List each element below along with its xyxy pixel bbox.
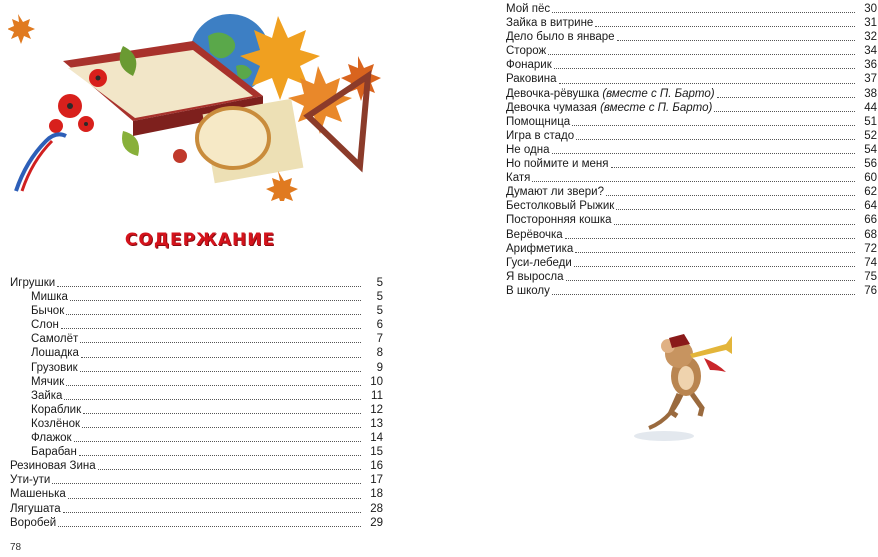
toc-entry-page: 29 [370, 516, 383, 529]
toc-dot-leader [616, 209, 855, 210]
toc-entry [506, 16, 877, 30]
toc-dot-leader [552, 153, 856, 154]
toc-dot-leader [74, 441, 361, 442]
toc-entry-page: 14 [370, 432, 383, 445]
toc-entry-page: 10 [370, 375, 383, 388]
toc-entry-title: Машенька [10, 488, 66, 501]
toc-dot-leader [614, 224, 855, 225]
toc-entry-page: 31 [864, 17, 877, 30]
toc-entry-title: Думают ли звери? [506, 186, 604, 199]
toc-entry-page: 30 [864, 3, 877, 15]
toc-entry-page: 68 [864, 228, 877, 241]
toc-dot-leader [532, 181, 855, 182]
toc-entry [506, 72, 877, 86]
toc-entry-title: Лошадка [31, 347, 79, 360]
toc-dot-leader [552, 12, 855, 13]
toc-entry [10, 318, 383, 332]
toc-dot-leader [576, 139, 855, 140]
toc-entry [506, 115, 877, 129]
autumn-school-illustration [8, 6, 408, 201]
toc-entry [506, 213, 877, 227]
toc-entry [10, 361, 383, 375]
toc-dot-leader [554, 68, 855, 69]
toc-entry-page: 13 [370, 417, 383, 430]
toc-entry-page: 66 [864, 214, 877, 227]
toc-dot-leader [82, 427, 361, 428]
toc-dot-leader [58, 526, 361, 527]
toc-entry [10, 276, 383, 290]
toc-entry-page: 5 [376, 277, 383, 289]
toc-dot-leader [714, 111, 855, 112]
toc-entry [10, 304, 383, 318]
toc-entry-title: Арифметика [506, 242, 574, 255]
toc-entry-page: 28 [370, 502, 383, 515]
toc-dot-leader [565, 238, 855, 239]
toc-entry [506, 2, 877, 16]
toc-entry-page: 34 [864, 45, 877, 58]
toc-entry-page: 36 [864, 59, 877, 72]
toc-dot-leader [606, 195, 855, 196]
toc-dot-leader [83, 413, 361, 414]
toc-entry-title: Верёвочка [506, 228, 563, 241]
toc-entry [10, 417, 383, 431]
toc-dot-leader [52, 483, 361, 484]
toc-entry-page: 74 [864, 256, 877, 269]
toc-dot-leader [595, 26, 855, 27]
toc-dot-leader [559, 83, 855, 84]
toc-entry-title: Бычок [31, 305, 65, 318]
toc-dot-leader [574, 266, 855, 267]
toc-entry-page: 52 [864, 129, 877, 142]
toc-entry-title: Бестолковый Рыжик [506, 200, 615, 213]
toc-dot-leader [566, 280, 855, 281]
toc-entry-page: 75 [864, 270, 877, 283]
toc-entry-note: (вместе с П. Барто) [600, 101, 713, 114]
toc-entry [506, 101, 877, 115]
toc-entry [10, 290, 383, 304]
toc-entry-page: 56 [864, 158, 877, 171]
toc-entry-title: Посторонняя кошка [506, 214, 612, 227]
toc-dot-leader [81, 357, 361, 358]
toc-entry [506, 228, 877, 242]
toc-dot-leader [717, 97, 855, 98]
toc-entry [506, 270, 877, 284]
toc-entry-title: Гуси-лебеди [506, 256, 572, 269]
toc-entry [10, 487, 383, 501]
mouse-trumpet-illustration [624, 328, 744, 446]
toc-entry-title: Катя [506, 172, 531, 185]
toc-entry [506, 129, 877, 143]
toc-dot-leader [70, 300, 361, 301]
toc-dot-leader [98, 469, 361, 470]
toc-entry-page: 15 [370, 446, 383, 459]
toc-entry [10, 431, 383, 445]
toc-entry-page: 38 [864, 87, 877, 100]
toc-entry-title: Мишка [31, 291, 68, 304]
toc-entry-title: Ути-ути [10, 474, 51, 487]
toc-entry-title: В школу [506, 284, 550, 297]
toc-entry-title: Флажок [31, 432, 72, 445]
toc-entry-title: Не одна [506, 143, 550, 156]
toc-entry-title: Резиновая Зина [10, 460, 96, 473]
toc-dot-leader [57, 286, 361, 287]
toc-dot-leader [611, 167, 855, 168]
toc-dot-leader [66, 385, 361, 386]
toc-entry-page: 16 [370, 460, 383, 473]
toc-entry-page: 76 [864, 284, 877, 297]
toc-entry-title: Самолёт [31, 333, 79, 346]
toc-entry [10, 375, 383, 389]
toc-entry [506, 242, 877, 256]
toc-entry-page: 5 [376, 305, 383, 318]
toc-entry-title: Зайка в витрине [506, 17, 594, 30]
toc-entry [506, 199, 877, 213]
toc-entry-title: Барабан [31, 446, 77, 459]
toc-dot-leader [61, 328, 361, 329]
toc-entry [10, 459, 383, 473]
toc-entry-title: Кораблик [31, 403, 82, 416]
toc-entry [10, 403, 383, 417]
toc-entry-page: 62 [864, 186, 877, 199]
toc-entry-page: 12 [370, 403, 383, 416]
toc-entry-title: Девочка чумазая (вместе с П. Барто) [506, 101, 713, 114]
toc-dot-leader [66, 314, 361, 315]
toc-entry-title: Воробей [10, 516, 57, 529]
toc-entry [506, 143, 877, 157]
toc-dot-leader [63, 512, 361, 513]
toc-entry [506, 157, 877, 171]
toc-entry-title: Зайка [31, 389, 63, 402]
toc-entry [10, 389, 383, 403]
toc-entry-page: 37 [864, 73, 877, 86]
toc-entry-page: 44 [864, 101, 877, 114]
toc-entry-title: Помощница [506, 115, 571, 128]
toc-entry [10, 346, 383, 360]
toc-entry-page: 9 [376, 361, 383, 374]
toc-dot-leader [548, 54, 855, 55]
toc-entry-title: Фонарик [506, 59, 552, 72]
toc-entry [506, 185, 877, 199]
toc-entry-page: 54 [864, 143, 877, 156]
toc-entry-title: Девочка-рёвушка (вместе с П. Барто) [506, 87, 715, 100]
toc-entry-page: 7 [376, 333, 383, 346]
toc-entry-page: 18 [370, 488, 383, 501]
toc-dot-leader [572, 125, 855, 126]
toc-entry-title: Сторож [506, 45, 547, 58]
toc-entry-title: Грузовик [31, 361, 78, 374]
toc-entry-title: Слон [31, 319, 59, 332]
page-title: СОДЕРЖАНИЕ [124, 230, 276, 250]
toc-entry [506, 171, 877, 185]
toc-entry-page: 60 [864, 172, 877, 185]
toc-entry-title: Раковина [506, 73, 557, 86]
toc-dot-leader [552, 294, 855, 295]
toc-entry [506, 30, 877, 44]
toc-right-column [506, 2, 877, 298]
toc-dot-leader [575, 252, 855, 253]
toc-entry [10, 473, 383, 487]
toc-entry-title: Козлёнок [31, 417, 80, 430]
toc-entry-page: 64 [864, 200, 877, 213]
toc-entry-page: 72 [864, 242, 877, 255]
toc-entry-title: Но поймите и меня [506, 158, 609, 171]
toc-entry-title: Дело было в январе [506, 31, 615, 44]
toc-dot-leader [617, 40, 855, 41]
toc-entry-title: Лягушата [10, 502, 61, 515]
toc-entry [10, 502, 383, 516]
toc-entry-page: 8 [376, 347, 383, 360]
toc-entry-page: 6 [376, 319, 383, 332]
toc-entry [506, 44, 877, 58]
toc-entry [506, 58, 877, 72]
toc-entry-page: 11 [371, 389, 383, 402]
toc-entry [10, 445, 383, 459]
toc-dot-leader [64, 399, 361, 400]
page-number: 78 [10, 542, 22, 553]
toc-entry-title: Я выросла [506, 270, 564, 283]
toc-entry-title: Игра в стадо [506, 129, 575, 142]
toc-entry [506, 284, 877, 298]
toc-entry [506, 87, 877, 101]
toc-entry-page: 5 [376, 291, 383, 304]
toc-entry-page: 17 [370, 474, 383, 487]
toc-entry [506, 256, 877, 270]
toc-entry-page: 32 [864, 31, 877, 44]
toc-entry-title: Мячик [31, 375, 65, 388]
toc-entry-title: Игрушки [10, 277, 56, 289]
toc-left-column [10, 276, 383, 530]
toc-entry-title: Мой пёс [506, 3, 551, 15]
toc-dot-leader [79, 455, 361, 456]
toc-entry [10, 332, 383, 346]
toc-dot-leader [68, 498, 361, 499]
toc-entry [10, 516, 383, 530]
toc-entry-page: 51 [864, 115, 877, 128]
toc-dot-leader [80, 342, 361, 343]
toc-dot-leader [80, 371, 361, 372]
toc-entry-note: (вместе с П. Барто) [602, 87, 715, 100]
